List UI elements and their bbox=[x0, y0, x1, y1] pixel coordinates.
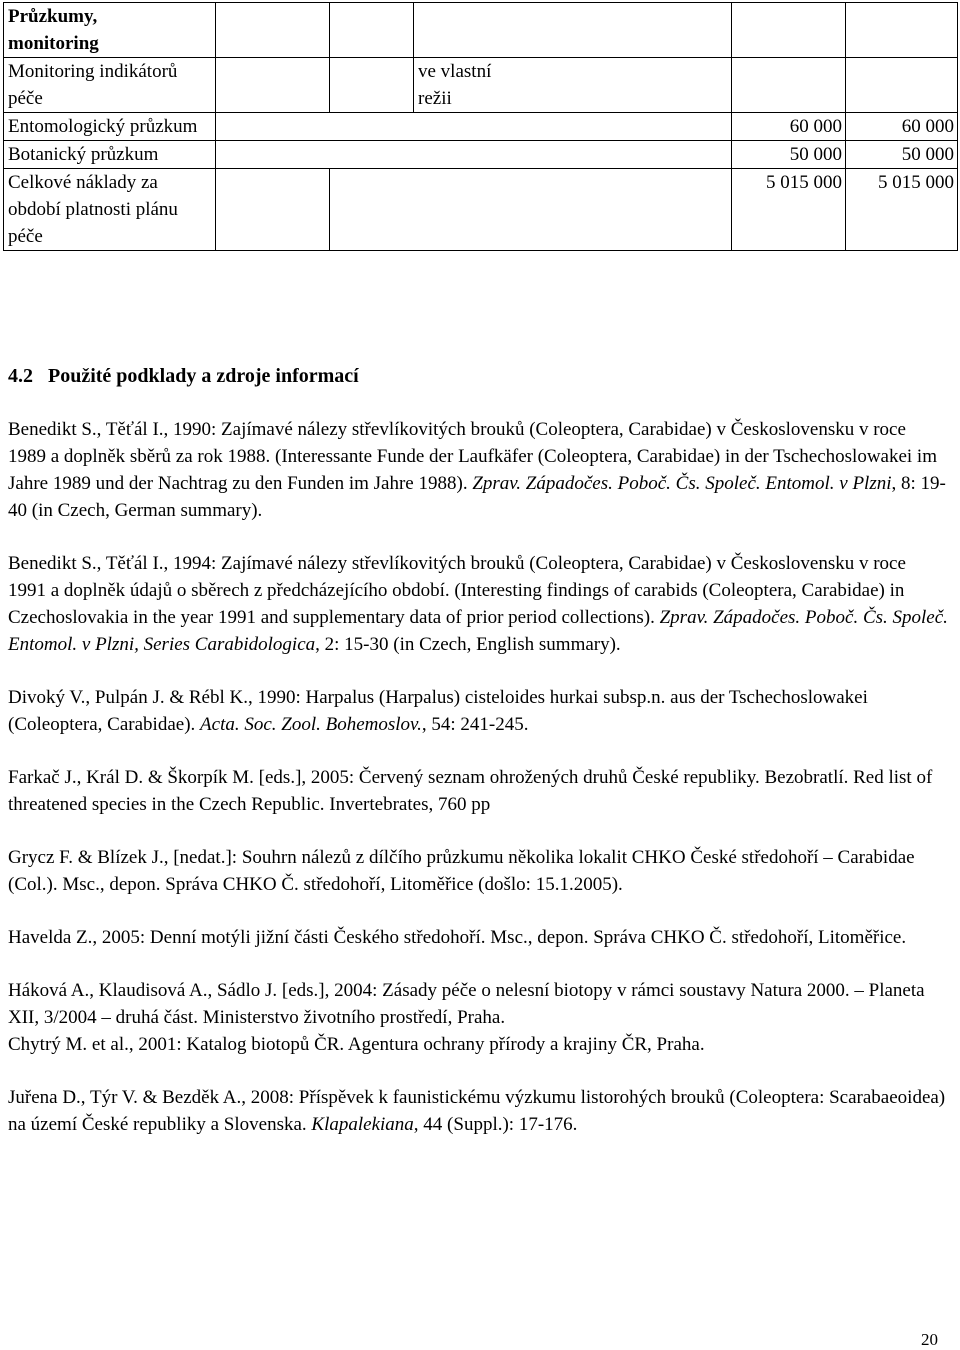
table-cell-value: 60 000 bbox=[846, 113, 958, 141]
ref-text: , 1994: Zajímavé nálezy střevlíkovitých brouků (Coleoptera, Carabidae) v Československu v roce 1991 a doplněk údajů o sběrech z předcházejícího období. (Interesting findings of carabids (Coleoptera, Carabidae) in Czechoslovakia in the year 1991 and supplementary data of prior period collections). bbox=[8, 553, 906, 628]
table-cell-value: 5 015 000 bbox=[732, 169, 846, 251]
ref-journal: Zprav. Západočes. Poboč. Čs. Společ. Entomol. v Plzni bbox=[472, 473, 892, 494]
table-cell bbox=[216, 141, 732, 169]
ref-authors: Háková A., Klaudisová A., Sádlo J. bbox=[8, 980, 278, 1001]
table-cell bbox=[330, 169, 732, 251]
ref-authors: Havelda Z. bbox=[8, 927, 93, 948]
table-cell-label: Entomologický průzkum bbox=[4, 113, 216, 141]
ref-text: , 2001: Katalog biotopů ČR. Agentura ochrany přírody a krajiny ČR, Praha. bbox=[128, 1034, 705, 1055]
ref-authors: Divoký V., Pulpán J. & Rébl K. bbox=[8, 687, 248, 708]
ref-tail: , 8: 19-40 (in Czech, German summary). bbox=[8, 473, 946, 521]
ref-journal: Acta. Soc. Zool. Bohemoslov. bbox=[200, 714, 422, 735]
section-heading bbox=[8, 362, 359, 390]
table-row bbox=[4, 58, 958, 113]
ref-authors: Benedikt S., Těťál I. bbox=[8, 553, 164, 574]
ref-text: , 2005: Denní motýli jižní části Českého středohoří. Msc., depon. Správa CHKO Č. středohoří, Litoměřice. bbox=[92, 927, 907, 948]
ref-authors: Juřena D., Týr V. & Bezděk A. bbox=[8, 1087, 242, 1108]
ref-journal: Zprav. Západočes. Poboč. Čs. Společ. Entomol. v Plzni, Series Carabidologica bbox=[8, 607, 948, 655]
ref-tail: , 54: 241-245. bbox=[421, 714, 529, 735]
reference-item bbox=[8, 977, 948, 1031]
ref-authors: Benedikt S., Těťál I. bbox=[8, 419, 164, 440]
reference-item bbox=[8, 1084, 948, 1138]
table-cell-label: Celkové náklady za období platnosti plánu péče bbox=[4, 169, 216, 251]
table-cell-label: Botanický průzkum bbox=[4, 141, 216, 169]
ref-text: [eds.], 2004: Zásady péče o nelesní biotopy v rámci soustavy Natura 2000. – Planeta XII, 3/2004 – druhá část. Ministerstvo životního prostředí, Praha. bbox=[8, 980, 925, 1028]
table-cell-note bbox=[414, 58, 732, 113]
reference-item bbox=[8, 684, 948, 738]
reference-item bbox=[8, 764, 948, 818]
reference-list bbox=[8, 416, 948, 1164]
reference-item bbox=[8, 844, 948, 898]
reference-item bbox=[8, 924, 948, 951]
table-row bbox=[4, 141, 958, 169]
table-cell-value bbox=[732, 58, 846, 113]
row-note: ve vlastní režii bbox=[418, 61, 492, 109]
table-cell-value bbox=[846, 3, 958, 58]
reference-item bbox=[8, 1031, 948, 1058]
table-cell-value: 50 000 bbox=[732, 141, 846, 169]
table-row bbox=[4, 3, 958, 58]
ref-text: , 1990: Harpalus (Harpalus) cisteloides hurkai subsp.n. aus der Tschechoslowakei (Coleoptera, Carabidae). bbox=[8, 687, 868, 735]
table-cell bbox=[216, 58, 330, 113]
table-cell bbox=[216, 3, 330, 58]
ref-authors: Grycz F. & Blízek J. bbox=[8, 847, 164, 868]
row-label-line2: monitoring bbox=[8, 33, 99, 54]
ref-text: [eds.], 2005: Červený seznam ohrožených druhů České republiky. Bezobratlí. Red list of threatened species in the Czech Republic. Invertebrates, 760 pp bbox=[8, 767, 933, 815]
ref-text: , 1990: Zajímavé nálezy střevlíkovitých brouků (Coleoptera, Carabidae) v Československu v roce 1989 a doplněk sběrů za rok 1988. (Interessante Funde der Laufkäfer (Coleoptera, Carabidae) in der Tschechoslowakei im Jahre 1989 und der Nachtrag zu den Funden im Jahre 1988). bbox=[8, 419, 937, 494]
table-cell bbox=[216, 169, 330, 251]
table-cell-value: 60 000 bbox=[732, 113, 846, 141]
table-cell bbox=[216, 113, 732, 141]
table-cell-label bbox=[4, 3, 216, 58]
row-label-line1: Průzkumy, bbox=[8, 6, 98, 27]
table-cell-label: Monitoring indikátorů péče bbox=[4, 58, 216, 113]
table-cell-value bbox=[732, 3, 846, 58]
ref-tail: , 44 (Suppl.): 17-176. bbox=[413, 1114, 578, 1135]
ref-tail: , 2: 15-30 (in Czech, English summary). bbox=[315, 634, 621, 655]
cost-table bbox=[3, 2, 958, 251]
table-row bbox=[4, 169, 958, 251]
section-number: 4.2 bbox=[8, 365, 33, 387]
reference-item bbox=[8, 550, 948, 658]
ref-text: , [nedat.]: Souhrn nálezů z dílčího průzkumu několika lokalit CHKO České středohoří – Carabidae (Col.). Msc., depon. Správa CHKO Č. středohoří, Litoměřice (došlo: 15.1.2005). bbox=[8, 847, 915, 895]
table-cell-value bbox=[846, 58, 958, 113]
ref-authors: Farkač J., Král D. & Škorpík M. bbox=[8, 767, 254, 788]
table-cell bbox=[414, 3, 732, 58]
table-cell-value: 5 015 000 bbox=[846, 169, 958, 251]
table-cell bbox=[330, 3, 414, 58]
ref-authors: Chytrý M. et al. bbox=[8, 1034, 129, 1055]
table-row bbox=[4, 113, 958, 141]
ref-journal: Klapalekiana bbox=[311, 1114, 414, 1135]
table-cell-value: 50 000 bbox=[846, 141, 958, 169]
page-number: 20 bbox=[921, 1330, 938, 1349]
reference-item bbox=[8, 416, 948, 524]
ref-text: , 2008: Příspěvek k faunistickému výzkumu listorohých brouků (Coleoptera: Scarabaeoidea) na území České republiky a Slovenska. bbox=[8, 1087, 946, 1135]
table-cell bbox=[330, 58, 414, 113]
section-title: Použité podklady a zdroje informací bbox=[48, 365, 359, 387]
